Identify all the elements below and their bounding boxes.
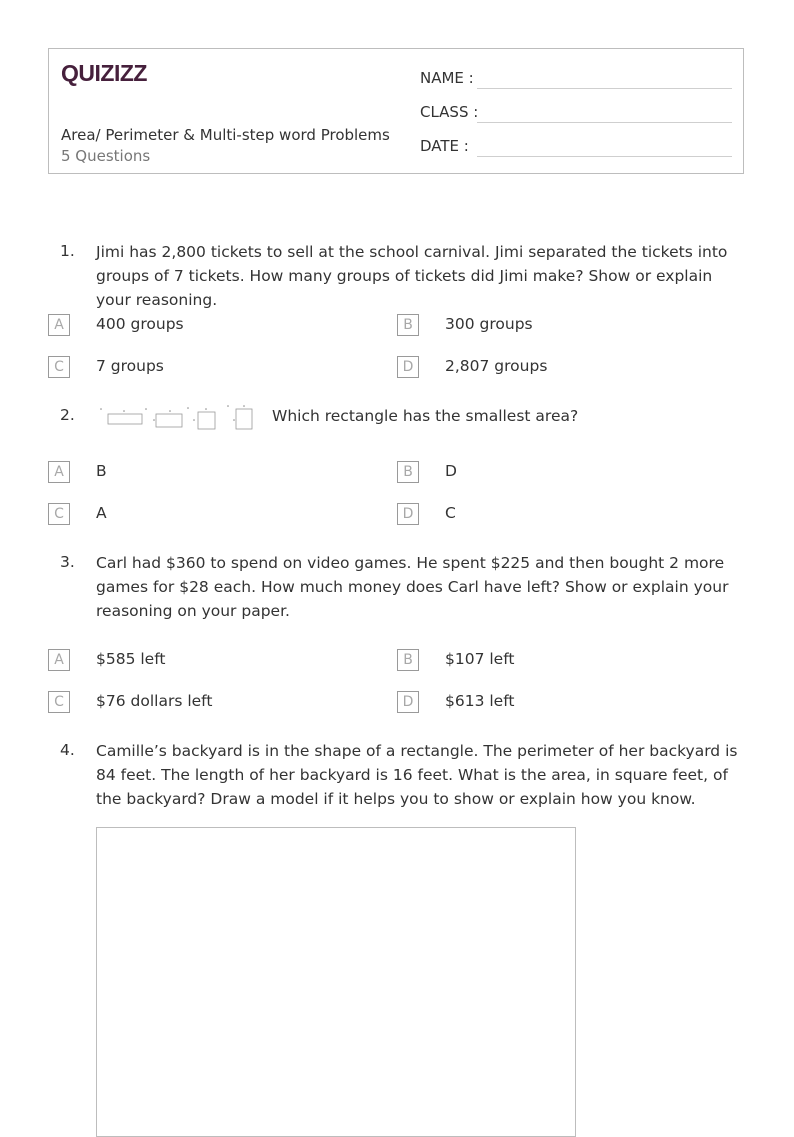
- question-1-number: 1.: [60, 242, 75, 260]
- class-label: CLASS :: [420, 103, 479, 121]
- q2-option-a-box[interactable]: A: [48, 461, 70, 483]
- date-field[interactable]: [420, 137, 469, 155]
- rectangle-a: [108, 414, 142, 424]
- worksheet-title: Area/ Perimeter & Multi-step word Problems: [61, 126, 390, 144]
- class-line[interactable]: [477, 122, 732, 123]
- q1-option-a-text: 400 groups: [96, 315, 184, 333]
- date-line[interactable]: [477, 156, 732, 157]
- question-4-text: Camille’s backyard is in the shape of a rectangle. The perimeter of her backyard is 84 feet. The length of her backyard is 16 feet. What is the area, in square feet, of the backyard? Draw a model if it helps you to show or explain how you know.: [96, 742, 738, 808]
- question-3-text: Carl had $360 to spend on video games. He spent $225 and then bought 2 more games for $28 each. How much money does Carl have left? Show or explain your reasoning on your paper.: [96, 554, 729, 620]
- date-label: DATE :: [420, 137, 469, 155]
- question-1-text: Jimi has 2,800 tickets to sell at the school carnival. Jimi separated the tickets into groups of 7 tickets. How many groups of tickets did Jimi make? Show or explain your reasoning.: [96, 243, 728, 309]
- q2-option-d-box[interactable]: D: [397, 503, 419, 525]
- q1-option-b-text: 300 groups: [445, 315, 533, 333]
- q2-option-c-text: A: [96, 504, 107, 522]
- q1-option-a-box[interactable]: A: [48, 314, 70, 336]
- rectangle-c: [198, 412, 215, 429]
- q1-option-d-text: 2,807 groups: [445, 357, 548, 375]
- q1-option-c-text: 7 groups: [96, 357, 164, 375]
- name-field[interactable]: [420, 69, 474, 87]
- q3-option-c-text: $76 dollars left: [96, 692, 213, 710]
- q2-option-b-box[interactable]: B: [397, 461, 419, 483]
- class-field[interactable]: [420, 103, 478, 121]
- q2-option-c-box[interactable]: C: [48, 503, 70, 525]
- question-2-number: 2.: [60, 406, 75, 424]
- q1-option-c-box[interactable]: C: [48, 356, 70, 378]
- q2-option-a-text: B: [96, 462, 107, 480]
- q3-option-a-text: $585 left: [96, 650, 166, 668]
- quizizz-logo: [61, 60, 153, 90]
- q3-option-d-text: $613 left: [445, 692, 515, 710]
- rectangle-d: [236, 409, 252, 429]
- question-3-number: 3.: [60, 553, 75, 571]
- q1-option-d-box[interactable]: D: [397, 356, 419, 378]
- name-line[interactable]: [477, 88, 732, 89]
- q3-option-b-box[interactable]: B: [397, 649, 419, 671]
- question-2-text: Which rectangle has the smallest area?: [272, 407, 579, 425]
- question-4-number: 4.: [60, 741, 75, 759]
- q1-option-b-box[interactable]: B: [397, 314, 419, 336]
- q3-option-a-box[interactable]: A: [48, 649, 70, 671]
- quizizz-logo-mark: [61, 60, 153, 86]
- q2-option-b-text: D: [445, 462, 457, 480]
- q2-option-d-text: C: [445, 504, 456, 522]
- rectangle-b: [156, 414, 182, 427]
- worksheet-header: [48, 48, 744, 174]
- logo-text: QUIZIZZ: [61, 60, 147, 86]
- q3-option-c-box[interactable]: C: [48, 691, 70, 713]
- q3-option-d-box[interactable]: D: [397, 691, 419, 713]
- question-count: 5 Questions: [61, 147, 151, 165]
- name-label: NAME :: [420, 69, 474, 87]
- rectangles-image: [98, 402, 258, 432]
- answer-work-area[interactable]: [96, 827, 576, 1137]
- q3-option-b-text: $107 left: [445, 650, 515, 668]
